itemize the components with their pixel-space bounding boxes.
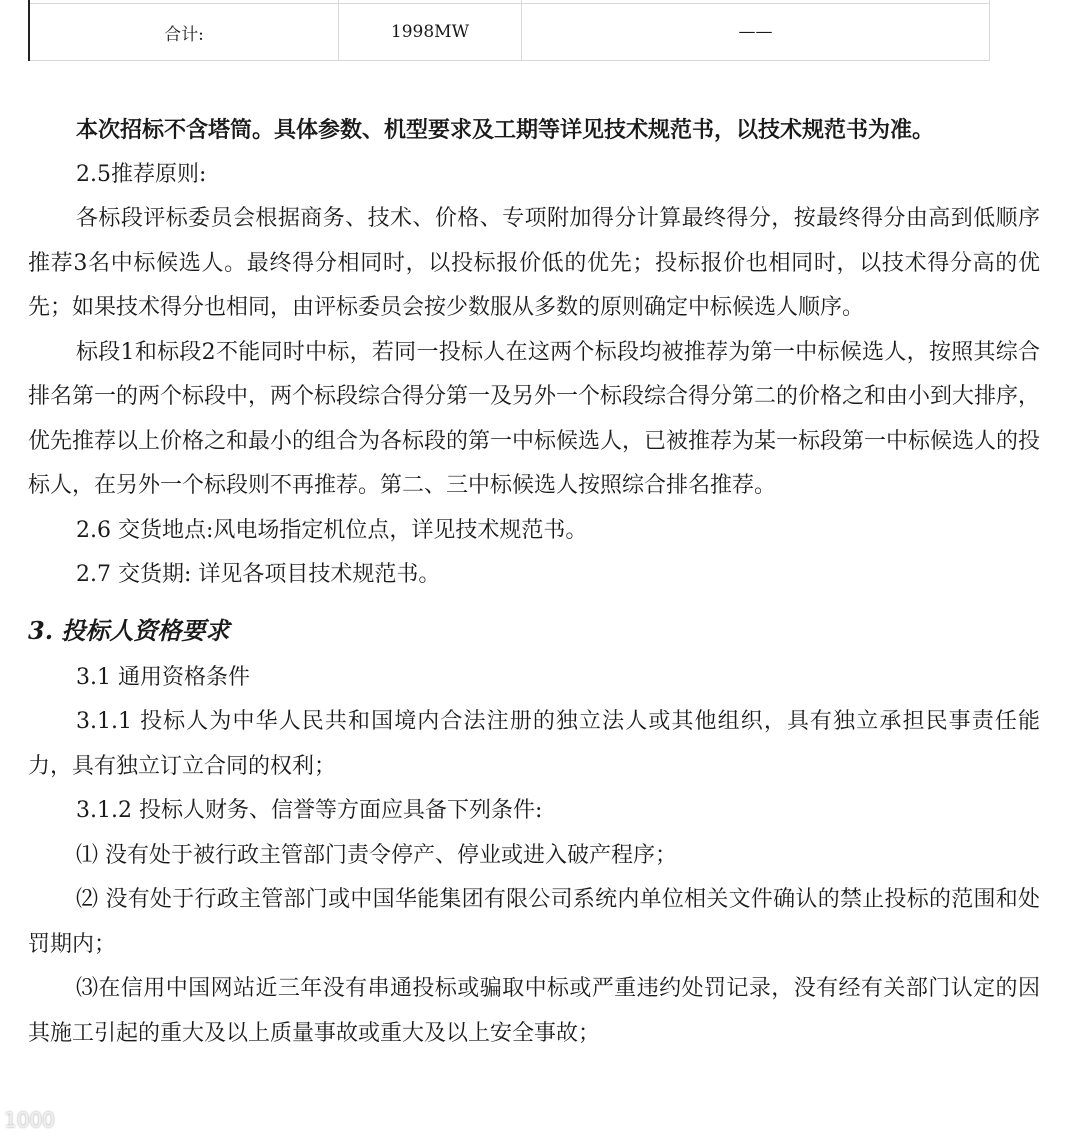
paragraph-note: 本次招标不含塔筒。具体参数、机型要求及工期等详见技术规范书，以技术规范书为准。 — [76, 117, 935, 143]
paragraph-2-5-b: 标段1和标段2不能同时中标，若同一投标人在这两个标段均被推荐为第一中标候选人，按照其综合排名第一的两个标段中，两个标段综合得分第一及另外一个标段综合得分第二的价格之和由小到大排序，优先推荐以上价格之和最小的组合为各标段的第一中标候选人，已被推荐为某一标段第一中标候选人的投标人，在另外一个标段则不再推荐。第二、三中标候选人按照综合排名推荐。 — [28, 339, 1041, 498]
condition-1: ⑴ 没有处于被行政主管部门责令停产、停业或进入破产程序； — [76, 842, 677, 868]
total-label: 合计: — [29, 4, 339, 61]
paragraph-3-1-1: 3.1.1 投标人为中华人民共和国境内合法注册的独立法人或其他组织，具有独立承担民事责任能力，具有独立订立合同的权利； — [28, 709, 1040, 779]
paragraph-3-1-2: 3.1.2 投标人财务、信誉等方面应具备下列条件: — [76, 798, 543, 823]
paragraph-2-5: 2.5推荐原则: — [76, 161, 207, 187]
paragraph-2-7: 2.7 交货期: 详见各项目技术规范书。 — [76, 562, 441, 587]
condition-2: ⑵ 没有处于行政主管部门或中国华能集团有限公司系统内单位相关文件确认的禁止投标的范围和处罚期内； — [28, 887, 1040, 957]
document-body — [28, 108, 1040, 1056]
condition-3: ⑶在信用中国网站近三年没有串通投标或骗取中标或严重违约处罚记录，没有经有关部门认定的因其施工引起的重大及以上质量事故或重大及以上安全事故； — [28, 976, 1040, 1046]
table-row-total — [29, 4, 990, 61]
capacity-table — [28, 0, 990, 61]
paragraph-3-1: 3.1 通用资格条件 — [76, 664, 250, 690]
paragraph-2-5-a: 各标段评标委员会根据商务、技术、价格、专项附加得分计算最终得分，按最终得分由高到低顺序推荐3名中标候选人。最终得分相同时，以投标报价低的优先；投标报价也相同时，以技术得分高的优先；如果技术得分也相同，由评标委员会按少数服从多数的原则确定中标候选人顺序。 — [28, 206, 1040, 320]
watermark: 1000 — [4, 1108, 55, 1132]
total-remark: —— — [522, 4, 990, 61]
total-capacity: 1998MW — [339, 4, 522, 61]
paragraph-2-6: 2.6 交货地点:风电场指定机位点，详见技术规范书。 — [76, 517, 588, 543]
section-heading: 3. 投标人资格要求 — [28, 615, 230, 645]
